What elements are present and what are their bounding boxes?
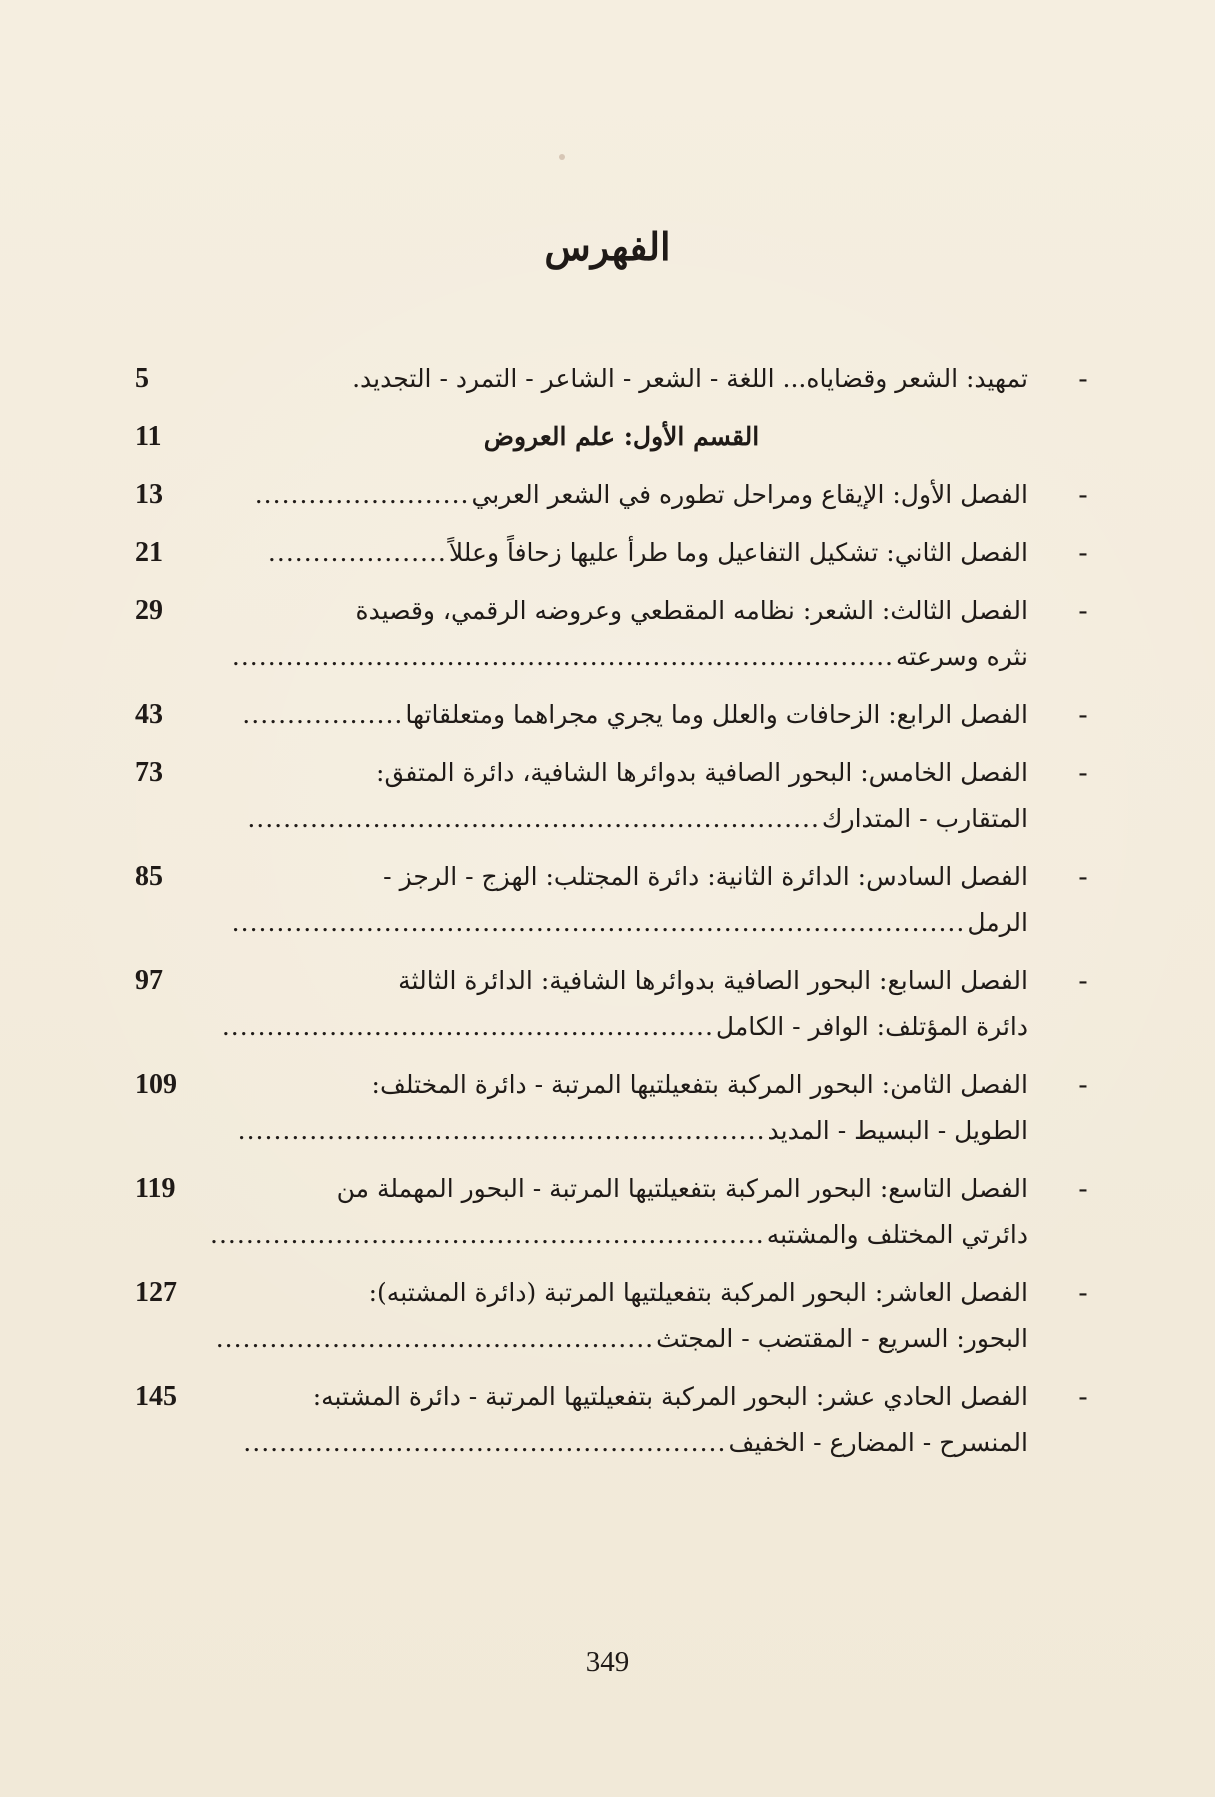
entry-dash: - [1078, 1276, 1088, 1309]
entry-text: الفصل الخامس: البحور الصافية بدوائرها الشافية، دائرة المتفق: المتقارب - المتدارك................................................................ [215, 750, 1028, 842]
toc-entry-preface [135, 356, 1088, 402]
entry-page-number: 85 [135, 861, 163, 892]
dot-leader: .................................................................................. [231, 908, 966, 937]
entry-dash: - [1078, 756, 1088, 789]
paper-speck [559, 154, 565, 160]
toc-entry-chapter-10 [135, 1270, 1088, 1362]
toc-entry-chapter-8 [135, 1062, 1088, 1154]
entry-text: تمهيد: الشعر وقضاياه... اللغة - الشعر - الشاعر - التمرد - التجديد. [352, 364, 1028, 393]
entry-page-number: 119 [135, 1173, 176, 1204]
entry-text: الفصل الحادي عشر: البحور المركبة بتفعيلتيها المرتبة - دائرة المشتبه: المنسرح - المضارع - الخفيف...................................................... [215, 1374, 1028, 1466]
entry-page-number: 13 [135, 479, 163, 510]
entry-dash: - [1078, 536, 1088, 569]
entry-page-number: 109 [135, 1069, 177, 1100]
dot-leader: .................. [242, 700, 404, 729]
page-title: الفهرس [544, 224, 671, 269]
entry-page-number: 73 [135, 757, 163, 788]
entry-dash: - [1078, 698, 1088, 731]
entry-page-number: 43 [135, 699, 163, 730]
entry-text: الفصل الأول: الإيقاع ومراحل تطوره في الشعر العربي........................ [215, 472, 1028, 518]
entry-page-number: 29 [135, 595, 163, 626]
toc-entry-chapter-5 [135, 750, 1088, 842]
entry-text: الفصل السادس: الدائرة الثانية: دائرة المجتلب: الهزج - الرجز - الرمل.................................................................................. [215, 854, 1028, 946]
entry-dash: - [1078, 1068, 1088, 1101]
dot-leader: ................................................................ [247, 804, 820, 833]
table-of-contents [135, 356, 1088, 1478]
section-page-number: 11 [135, 421, 162, 452]
entry-dash: - [1078, 478, 1088, 511]
page-number-footer: 349 [585, 1646, 630, 1678]
entry-dash: - [1078, 594, 1088, 627]
entry-text: الفصل التاسع: البحور المركبة بتفعيلتيها المرتبة - البحور المهملة من دائرتي المختلف والمشتبه.............................................................. [215, 1166, 1028, 1258]
dot-leader: .............................................................. [210, 1220, 765, 1249]
entry-text: الفصل العاشر: البحور المركبة بتفعيلتيها المرتبة (دائرة المشتبه): البحور: السريع - المقتضب - المجتث................................................. [215, 1270, 1028, 1362]
dot-leader: ........................................................... [237, 1116, 766, 1145]
entry-dash: - [1078, 964, 1088, 997]
dot-leader: ........................ [254, 480, 470, 509]
dot-leader: .................... [267, 538, 447, 567]
section-title: القسم الأول: علم العروض [483, 422, 760, 451]
entry-page-number: 127 [135, 1277, 177, 1308]
entry-page-number: 5 [135, 363, 149, 394]
entry-page-number: 145 [135, 1381, 177, 1412]
toc-entry-chapter-11 [135, 1374, 1088, 1466]
entry-text: الفصل الرابع: الزحافات والعلل وما يجري مجراهما ومتعلقاتها.................. [215, 692, 1028, 738]
dot-leader: ....................................................... [221, 1012, 714, 1041]
entry-dash: - [1078, 1380, 1088, 1413]
toc-entry-chapter-2 [135, 530, 1088, 576]
entry-dash: - [1078, 362, 1088, 395]
toc-entry-chapter-6 [135, 854, 1088, 946]
toc-entry-chapter-9 [135, 1166, 1088, 1258]
dot-leader: ...................................................... [243, 1428, 727, 1457]
entry-text: الفصل الثاني: تشكيل التفاعيل وما طرأ عليها زحافاً وعللاً.................... [215, 530, 1028, 576]
entry-text: الفصل السابع: البحور الصافية بدوائرها الشافية: الدائرة الثالثة دائرة المؤتلف: الوافر - الكامل....................................................... [215, 958, 1028, 1050]
entry-page-number: 21 [135, 537, 163, 568]
toc-entry-chapter-3 [135, 588, 1088, 680]
toc-entry-chapter-4 [135, 692, 1088, 738]
entry-page-number: 97 [135, 965, 163, 996]
entry-text: الفصل الثالث: الشعر: نظامه المقطعي وعروضه الرقمي، وقصيدة نثره وسرعته.......................................................................... [215, 588, 1028, 680]
dot-leader: .......................................................................... [231, 642, 894, 671]
entry-dash: - [1078, 1172, 1088, 1205]
toc-section-heading [135, 414, 1085, 460]
entry-dash: - [1078, 860, 1088, 893]
toc-entry-chapter-7 [135, 958, 1088, 1050]
toc-entry-chapter-1 [135, 472, 1088, 518]
entry-text: الفصل الثامن: البحور المركبة بتفعيلتيها المرتبة - دائرة المختلف: الطويل - البسيط - المديد........................................................... [215, 1062, 1028, 1154]
dot-leader: ................................................. [215, 1324, 655, 1353]
